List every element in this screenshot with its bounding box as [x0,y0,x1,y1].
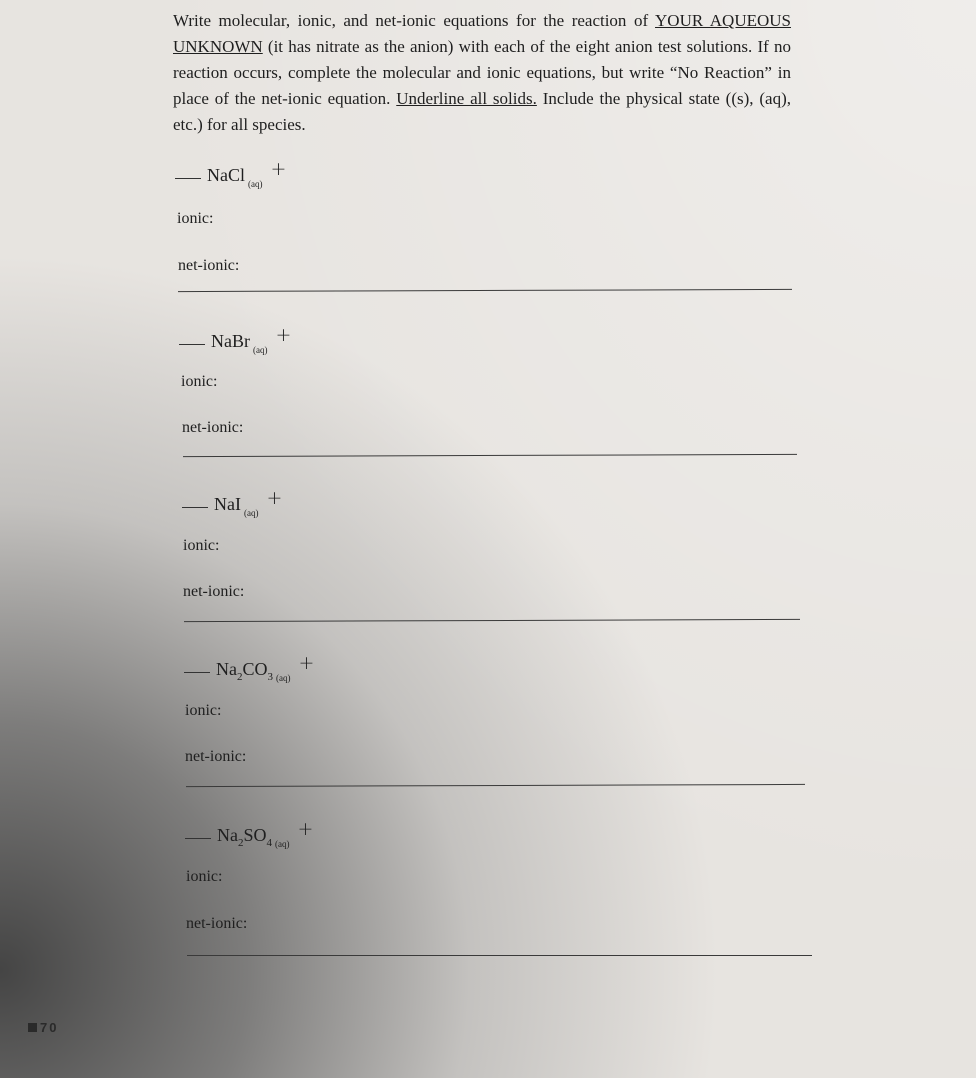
reaction-na2co3 [184,652,314,683]
coefficient-blank[interactable] [175,178,201,179]
ionic-label: ionic: [177,210,214,227]
net-ionic-label: net-ionic: [185,748,247,765]
subscript: 3 [267,671,274,683]
reaction-nai [182,487,282,518]
state-label: (aq) [248,179,263,189]
coefficient-blank[interactable] [185,838,211,839]
ionic-label: ionic: [185,702,222,719]
coefficient-blank[interactable] [184,672,210,673]
reaction-nabr [179,324,291,355]
subscript: 4 [266,837,273,849]
answer-line[interactable] [187,955,812,956]
reaction-na2so4 [185,818,313,849]
state-label: (aq) [253,345,268,355]
ionic-label: ionic: [181,373,218,390]
plus-sign: + [298,652,315,674]
state-label: (aq) [276,673,291,683]
reactant-formula: NaCl [207,165,245,185]
state-label: (aq) [243,508,259,518]
page-number: 70 [28,1020,58,1035]
ionic-label: ionic: [183,537,220,554]
underlined-unknown: YOUR AQUEOUS UNKNOWN [173,11,791,56]
reactant-formula: NaI [214,494,241,514]
coefficient-blank[interactable] [179,344,205,345]
coefficient-blank[interactable] [182,507,208,508]
reactant-formula: Na [216,659,237,679]
reactant-formula: Na [217,825,238,845]
ionic-label: ionic: [186,868,223,885]
plus-sign: + [266,487,283,509]
plus-sign: + [275,324,292,346]
underlined-solids: Underline all solids. [396,89,537,108]
reactant-formula-rest: SO [243,825,267,845]
state-label: (aq) [275,839,290,849]
subscript: 2 [238,837,244,849]
reactant-formula-rest: CO [242,659,268,679]
instructions-paragraph: Write molecular, ionic, and net-ionic equations for the reaction of YOUR AQUEOUS UNKNOWN (it has nitrate as the anion) with each of the eight anion test solutions. If no reaction occurs, complete the molecular and ionic equations, but write “No Reaction” in place of the net-ionic equation. Underline all solids. Include the physical state ((s), (aq), etc.) for all species. [173,11,791,134]
reactant-formula: NaBr [211,331,250,351]
net-ionic-label: net-ionic: [183,583,245,600]
net-ionic-label: net-ionic: [182,419,244,436]
subscript: 2 [237,671,243,683]
square-icon [28,1023,37,1032]
net-ionic-label: net-ionic: [186,915,248,932]
reaction-nacl [175,158,286,189]
net-ionic-label: net-ionic: [178,257,240,274]
plus-sign: + [270,158,287,180]
plus-sign: + [297,818,314,840]
